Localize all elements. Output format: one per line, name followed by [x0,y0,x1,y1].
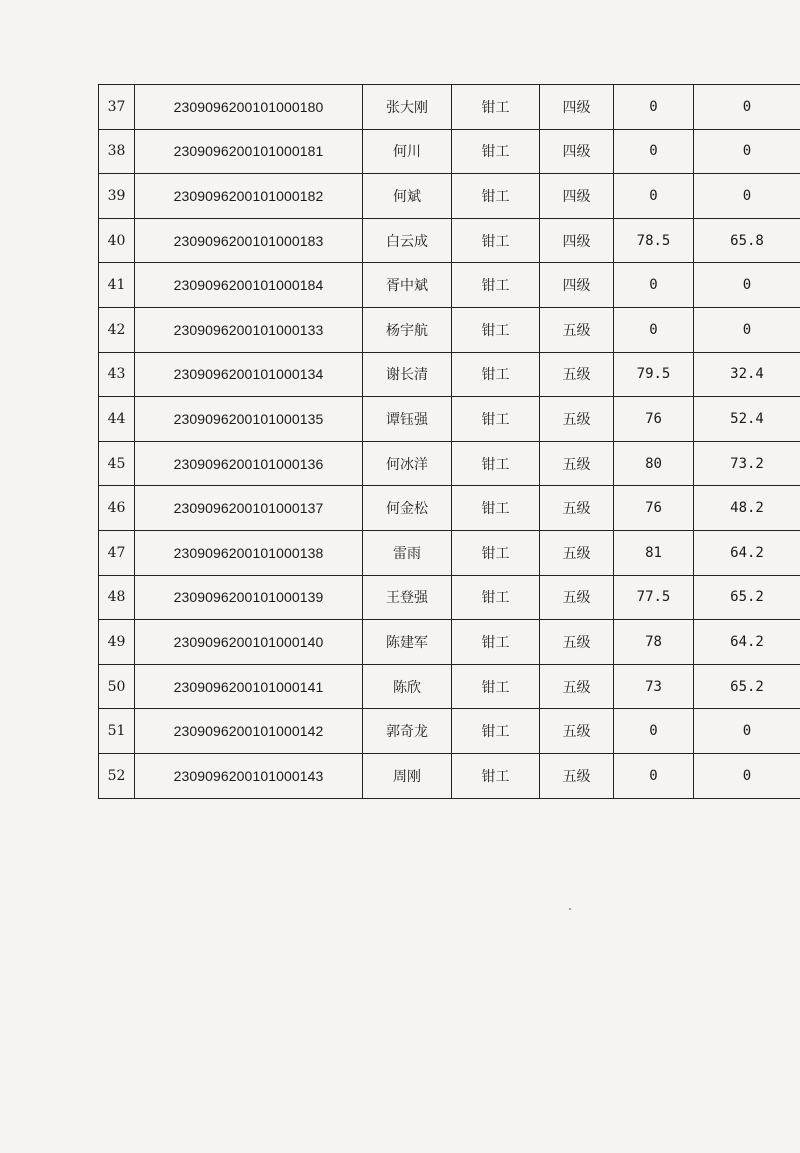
candidate-id-cell: 2309096200101000183 [135,218,363,263]
candidate-id-cell: 2309096200101000140 [135,620,363,665]
candidate-id-cell: 2309096200101000136 [135,441,363,486]
trade-cell: 钳工 [452,620,540,665]
candidate-id-cell: 2309096200101000135 [135,397,363,442]
name-cell: 谢长清 [363,352,452,397]
score-2-cell: 64.2 [694,530,800,575]
name-cell: 张大刚 [363,85,452,130]
score-1-cell: 0 [614,85,694,130]
row-number-cell: 42 [99,307,135,352]
score-2-cell: 32.4 [694,352,800,397]
score-2-cell: 73.2 [694,441,800,486]
table-row [99,218,800,263]
candidate-id-cell: 2309096200101000181 [135,129,363,174]
table-row [99,307,800,352]
candidate-id-cell: 2309096200101000138 [135,530,363,575]
table-row [99,486,800,531]
table-row [99,441,800,486]
name-cell: 谭钰强 [363,397,452,442]
score-1-cell: 76 [614,486,694,531]
table-row [99,575,800,620]
score-1-cell: 78.5 [614,218,694,263]
score-1-cell: 78 [614,620,694,665]
candidate-id-cell: 2309096200101000182 [135,174,363,219]
row-number-cell: 39 [99,174,135,219]
trade-cell: 钳工 [452,352,540,397]
level-cell: 五级 [540,664,614,709]
score-1-cell: 76 [614,397,694,442]
name-cell: 郭奇龙 [363,709,452,754]
trade-cell: 钳工 [452,174,540,219]
table-row [99,352,800,397]
name-cell: 周刚 [363,753,452,798]
score-2-cell: 0 [694,263,800,308]
level-cell: 五级 [540,486,614,531]
row-number-cell: 37 [99,85,135,130]
row-number-cell: 52 [99,753,135,798]
score-2-cell: 0 [694,174,800,219]
trade-cell: 钳工 [452,397,540,442]
candidate-id-cell: 2309096200101000137 [135,486,363,531]
row-number-cell: 48 [99,575,135,620]
table-row [99,530,800,575]
score-1-cell: 0 [614,174,694,219]
row-number-cell: 46 [99,486,135,531]
level-cell: 四级 [540,263,614,308]
table-row [99,85,800,130]
score-2-cell: 64.2 [694,620,800,665]
candidate-id-cell: 2309096200101000141 [135,664,363,709]
trade-cell: 钳工 [452,441,540,486]
level-cell: 五级 [540,530,614,575]
level-cell: 五级 [540,397,614,442]
score-1-cell: 0 [614,753,694,798]
row-number-cell: 47 [99,530,135,575]
name-cell: 陈欣 [363,664,452,709]
score-1-cell: 0 [614,709,694,754]
score-2-cell: 52.4 [694,397,800,442]
candidate-id-cell: 2309096200101000143 [135,753,363,798]
table-row [99,620,800,665]
table-row [99,174,800,219]
level-cell: 四级 [540,85,614,130]
score-2-cell: 0 [694,753,800,798]
name-cell: 王登强 [363,575,452,620]
trade-cell: 钳工 [452,307,540,352]
level-cell: 五级 [540,441,614,486]
score-2-cell: 0 [694,307,800,352]
candidate-id-cell: 2309096200101000184 [135,263,363,308]
candidate-id-cell: 2309096200101000133 [135,307,363,352]
name-cell: 陈建军 [363,620,452,665]
name-cell: 何斌 [363,174,452,219]
score-2-cell: 65.2 [694,664,800,709]
table-row [99,397,800,442]
level-cell: 五级 [540,352,614,397]
trade-cell: 钳工 [452,85,540,130]
score-1-cell: 73 [614,664,694,709]
row-number-cell: 41 [99,263,135,308]
row-number-cell: 50 [99,664,135,709]
score-1-cell: 0 [614,263,694,308]
name-cell: 胥中斌 [363,263,452,308]
table-row [99,263,800,308]
row-number-cell: 38 [99,129,135,174]
score-2-cell: 48.2 [694,486,800,531]
trade-cell: 钳工 [452,129,540,174]
candidate-id-cell: 2309096200101000134 [135,352,363,397]
table-row [99,709,800,754]
candidate-id-cell: 2309096200101000180 [135,85,363,130]
trade-cell: 钳工 [452,709,540,754]
name-cell: 白云成 [363,218,452,263]
score-1-cell: 79.5 [614,352,694,397]
trade-cell: 钳工 [452,664,540,709]
candidate-id-cell: 2309096200101000139 [135,575,363,620]
row-number-cell: 45 [99,441,135,486]
name-cell: 何川 [363,129,452,174]
level-cell: 五级 [540,620,614,665]
row-number-cell: 44 [99,397,135,442]
score-2-cell: 0 [694,709,800,754]
level-cell: 五级 [540,307,614,352]
name-cell: 雷雨 [363,530,452,575]
level-cell: 四级 [540,129,614,174]
scan-speck [569,908,571,910]
name-cell: 何金松 [363,486,452,531]
score-1-cell: 0 [614,129,694,174]
level-cell: 五级 [540,709,614,754]
table-row [99,753,800,798]
level-cell: 五级 [540,575,614,620]
candidate-id-cell: 2309096200101000142 [135,709,363,754]
level-cell: 四级 [540,218,614,263]
score-2-cell: 0 [694,129,800,174]
score-1-cell: 81 [614,530,694,575]
table-body [99,85,800,799]
score-2-cell: 65.8 [694,218,800,263]
row-number-cell: 51 [99,709,135,754]
row-number-cell: 43 [99,352,135,397]
score-1-cell: 0 [614,307,694,352]
trade-cell: 钳工 [452,530,540,575]
score-2-cell: 65.2 [694,575,800,620]
trade-cell: 钳工 [452,263,540,308]
row-number-cell: 49 [99,620,135,665]
level-cell: 五级 [540,753,614,798]
table-row [99,664,800,709]
exam-results-table [98,84,800,799]
trade-cell: 钳工 [452,218,540,263]
trade-cell: 钳工 [452,753,540,798]
score-2-cell: 0 [694,85,800,130]
score-1-cell: 80 [614,441,694,486]
table-row [99,129,800,174]
level-cell: 四级 [540,174,614,219]
name-cell: 杨宇航 [363,307,452,352]
trade-cell: 钳工 [452,486,540,531]
row-number-cell: 40 [99,218,135,263]
name-cell: 何冰洋 [363,441,452,486]
score-1-cell: 77.5 [614,575,694,620]
trade-cell: 钳工 [452,575,540,620]
